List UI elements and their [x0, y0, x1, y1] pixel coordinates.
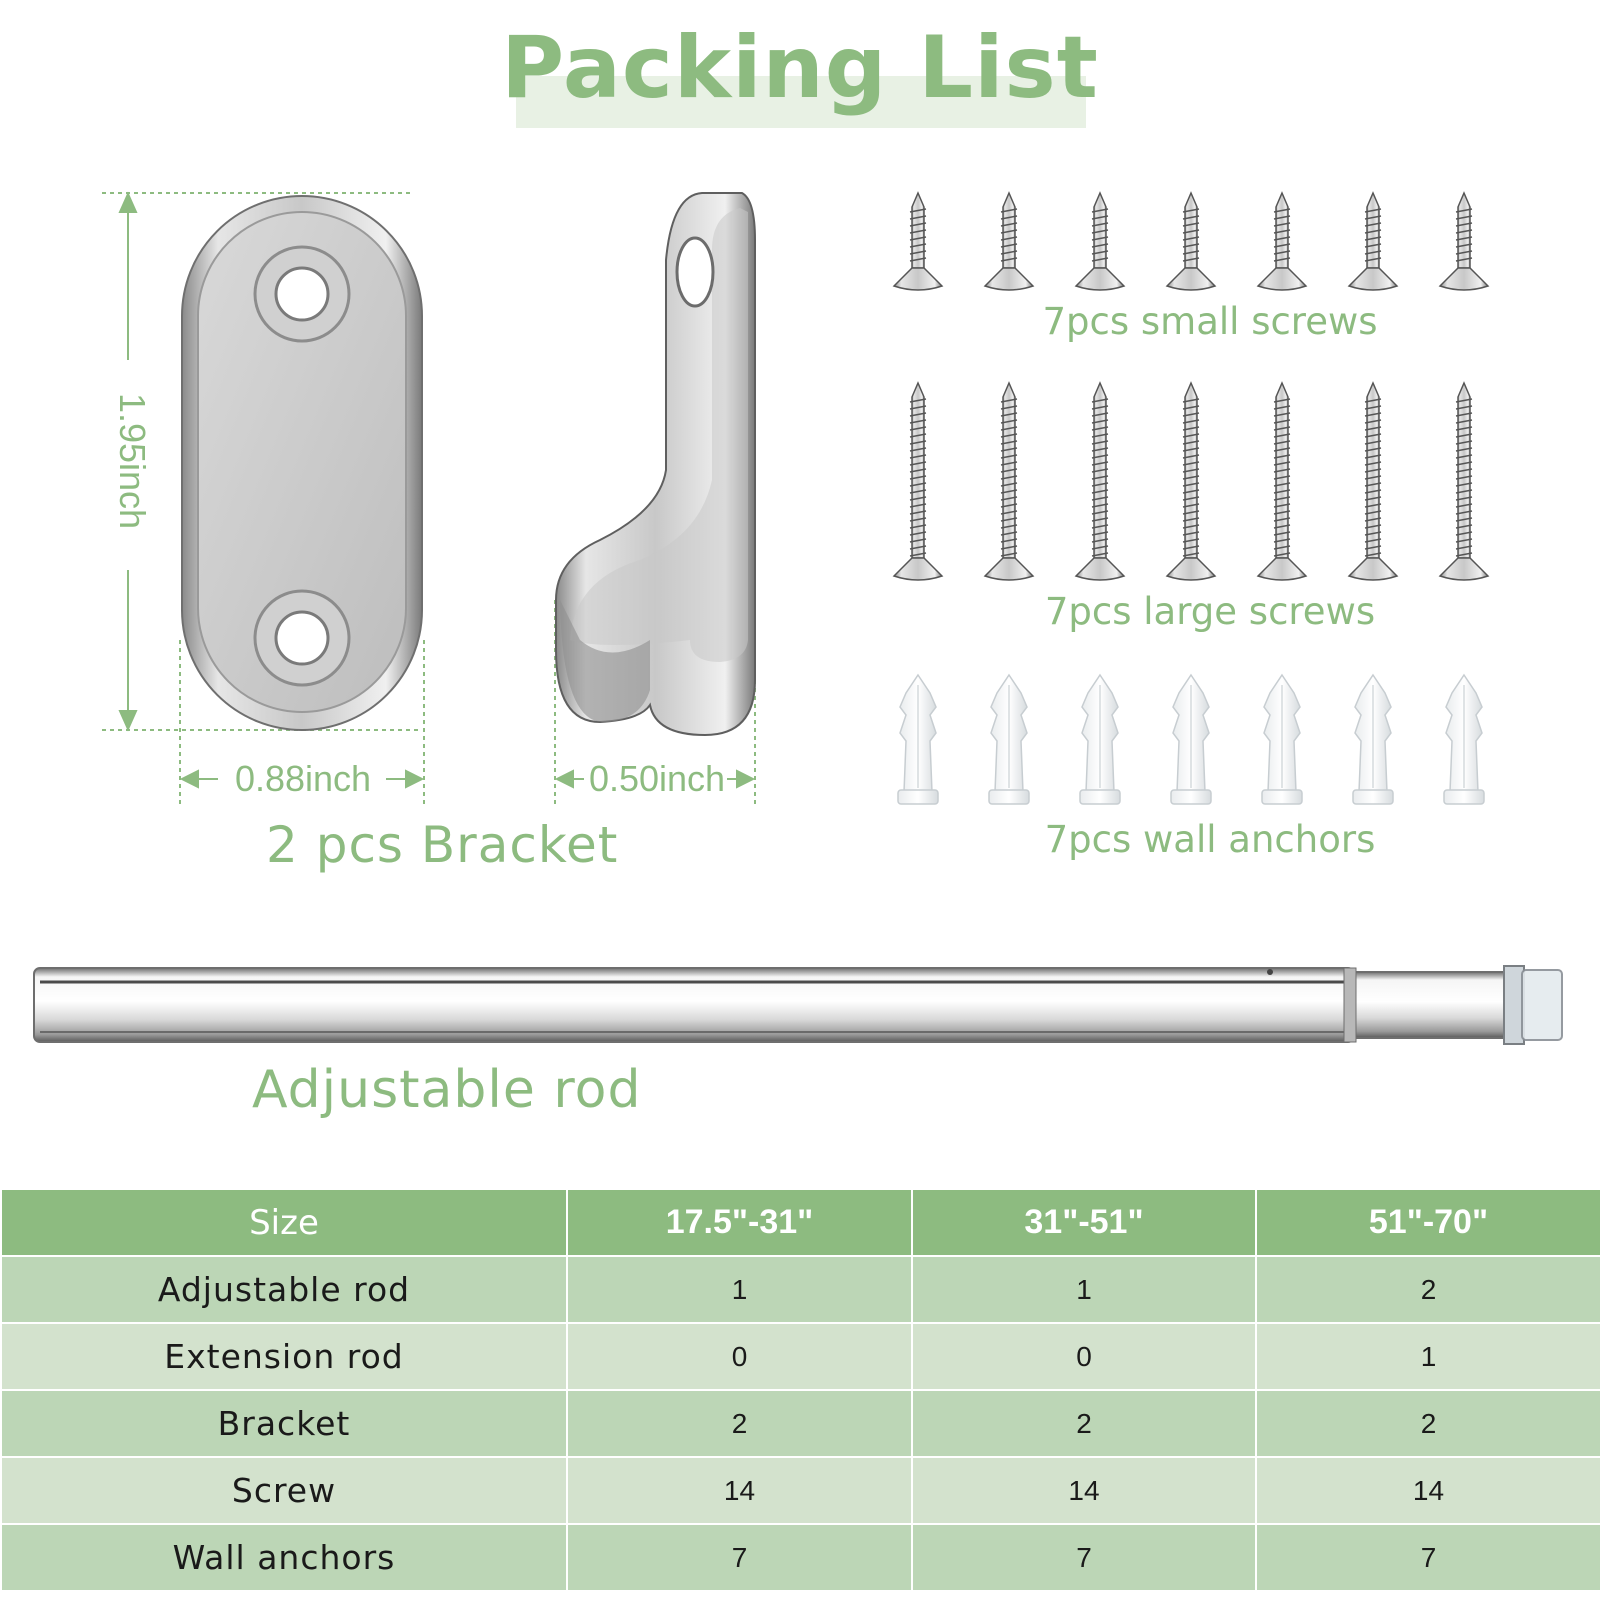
small-screw — [1167, 193, 1215, 290]
adjustable-rod-image — [34, 966, 1562, 1044]
row-value: 0 — [912, 1323, 1256, 1390]
row-label: Wall anchors — [1, 1524, 567, 1591]
row-value: 0 — [567, 1323, 912, 1390]
bracket-height-label: 1.95inch — [112, 392, 153, 530]
large-screw — [985, 383, 1033, 580]
large-screw — [1076, 383, 1124, 580]
table-row — [1, 1323, 1600, 1390]
bracket-caption: 2 pcs Bracket — [266, 816, 619, 874]
row-value: 2 — [912, 1390, 1256, 1457]
row-value: 7 — [567, 1524, 912, 1591]
large-screws-group — [894, 383, 1488, 580]
row-label: Adjustable rod — [1, 1256, 567, 1323]
small-screws-group — [894, 193, 1488, 290]
header-size-range-3: 51"-70" — [1256, 1189, 1600, 1256]
row-value: 7 — [1256, 1524, 1600, 1591]
wall-anchor — [1444, 675, 1484, 804]
row-label: Bracket — [1, 1390, 567, 1457]
small-screw — [1349, 193, 1397, 290]
small-screws-caption: 7pcs small screws — [1042, 300, 1378, 343]
large-screws-caption: 7pcs large screws — [1044, 590, 1376, 633]
wall-anchor — [1080, 675, 1120, 804]
row-value: 1 — [567, 1256, 912, 1323]
large-screw — [1258, 383, 1306, 580]
page-title: Packing List — [501, 18, 1099, 118]
bracket-width-label: 0.88inch — [234, 758, 372, 799]
row-value: 1 — [912, 1256, 1256, 1323]
wall-anchor — [898, 675, 938, 804]
row-value: 14 — [1256, 1457, 1600, 1524]
large-screw — [894, 383, 942, 580]
table-row — [1, 1256, 1600, 1323]
header-size-range-2: 31"-51" — [912, 1189, 1256, 1256]
bracket-depth-label: 0.50inch — [588, 758, 726, 799]
row-value: 7 — [912, 1524, 1256, 1591]
row-label: Extension rod — [1, 1323, 567, 1390]
small-screw — [985, 193, 1033, 290]
row-value: 2 — [1256, 1256, 1600, 1323]
row-value: 14 — [912, 1457, 1256, 1524]
small-screw — [1440, 193, 1488, 290]
header-size-range-1: 17.5"-31" — [567, 1189, 912, 1256]
row-value: 2 — [1256, 1390, 1600, 1457]
table-row — [1, 1524, 1600, 1591]
small-screw — [1258, 193, 1306, 290]
wall-anchor — [1262, 675, 1302, 804]
wall-anchor — [1171, 675, 1211, 804]
small-screw — [1076, 193, 1124, 290]
table-row — [1, 1390, 1600, 1457]
wall-anchors-caption: 7pcs wall anchors — [1044, 818, 1376, 861]
large-screw — [1349, 383, 1397, 580]
row-value: 14 — [567, 1457, 912, 1524]
row-value: 1 — [1256, 1323, 1600, 1390]
table-header-row — [1, 1189, 1600, 1256]
header-size: Size — [1, 1189, 567, 1256]
bracket-side-view — [556, 193, 755, 735]
wall-anchor — [1353, 675, 1393, 804]
wall-anchor — [989, 675, 1029, 804]
rod-caption: Adjustable rod — [252, 1060, 642, 1120]
small-screw — [894, 193, 942, 290]
row-value: 2 — [567, 1390, 912, 1457]
large-screw — [1167, 383, 1215, 580]
packing-table — [0, 1188, 1600, 1592]
table-row — [1, 1457, 1600, 1524]
large-screw — [1440, 383, 1488, 580]
wall-anchors-group — [898, 675, 1484, 804]
bracket-front-view — [182, 196, 422, 730]
row-label: Screw — [1, 1457, 567, 1524]
